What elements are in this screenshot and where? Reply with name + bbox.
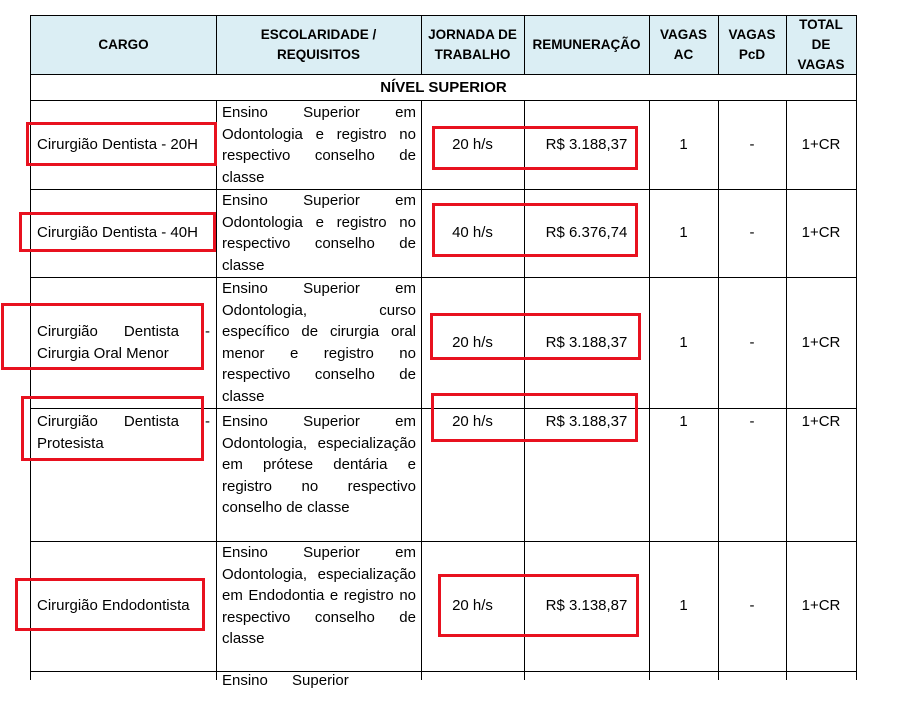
row-5-vagas-ac: 1 (679, 597, 688, 615)
row-2-total: 1+CR (801, 224, 841, 242)
highlight-box-jornada-remuneracao (430, 313, 641, 360)
header-total-vagas: TOTAL DE VAGAS (786, 16, 856, 74)
column-divider (216, 15, 217, 75)
highlight-box-cargo (21, 396, 204, 461)
row-1-vagas-ac: 1 (679, 136, 688, 154)
row-divider (30, 277, 857, 278)
row-3-vagas-ac: 1 (679, 333, 688, 351)
header-escolaridade: ESCOLARIDADE / REQUISITOS (216, 16, 421, 74)
column-divider (649, 100, 650, 680)
row-3-jornada: 20 h/s (452, 333, 493, 351)
row-3-vagas-pcd: - (749, 333, 755, 351)
row-3-remuneracao: R$ 3.188,37 (545, 333, 628, 351)
section-bottom-line (30, 100, 857, 101)
row-5-requisitos: Ensino Superior em Odontologia, especialização em Endodontia e registro no respectivo conselho de classe (222, 544, 416, 648)
row-5-jornada: 20 h/s (452, 597, 493, 615)
header-jornada: JORNADA DE TRABALHO (421, 16, 524, 74)
highlight-box-cargo (1, 303, 204, 370)
row-3-total: 1+CR (801, 333, 841, 351)
header-bottom-line (30, 74, 857, 75)
highlight-box-cargo (15, 578, 205, 631)
row-divider (30, 189, 857, 190)
row-4-requisitos: Ensino Superior em Odontologia, especialização em prótese dentária e registro no respectivo conselho de classe (222, 413, 416, 517)
column-divider (524, 15, 525, 75)
row-2-requisitos: Ensino Superior em Odontologia e registro no respectivo conselho de classe (222, 192, 416, 274)
row-5-vagas-pcd: - (749, 597, 755, 615)
row-1-cargo: Cirurgião Dentista - 20H (37, 136, 198, 154)
row-3-cargo: Cirurgião Dentista - Cirurgia Oral Menor (37, 322, 210, 362)
header-cargo: CARGO (31, 16, 216, 74)
row-2-vagas-ac: 1 (679, 224, 688, 242)
row-4-vagas-pcd: - (749, 413, 755, 431)
row-6-requisitos-partial: Ensino Superior (222, 672, 349, 689)
column-divider (786, 100, 787, 680)
row-divider (30, 671, 857, 672)
highlight-box-jornada-remuneracao (432, 203, 638, 257)
row-4-total: 1+CR (801, 413, 841, 431)
column-divider (786, 15, 787, 75)
row-4-jornada: 20 h/s (452, 413, 493, 431)
row-4-remuneracao: R$ 3.188,37 (545, 413, 628, 431)
highlight-box-cargo (19, 212, 216, 252)
row-1-vagas-pcd: - (749, 136, 755, 154)
column-divider (649, 15, 650, 75)
row-4-cargo: Cirurgião Dentista - Protesista (37, 413, 210, 452)
row-5-cargo: Cirurgião Endodontista (37, 597, 190, 615)
highlight-box-jornada-remuneracao (438, 574, 639, 637)
highlight-box-cargo (26, 122, 217, 166)
row-2-jornada: 40 h/s (452, 224, 493, 242)
header-vagas-ac: VAGAS AC (649, 16, 718, 74)
header-vagas-pcd: VAGAS PcD (718, 16, 786, 74)
row-4-vagas-ac: 1 (679, 413, 688, 431)
column-divider (718, 15, 719, 75)
highlight-box-jornada-remuneracao (431, 393, 638, 442)
row-5-remuneracao: R$ 3.138,87 (545, 597, 628, 615)
column-divider (216, 100, 217, 680)
highlight-box-jornada-remuneracao (432, 126, 638, 170)
row-1-requisitos: Ensino Superior em Odontologia e registro no respectivo conselho de classe (222, 104, 416, 186)
section-title: NÍVEL SUPERIOR (380, 79, 507, 97)
column-divider (421, 100, 422, 680)
row-5-total: 1+CR (801, 597, 841, 615)
table-border-right (856, 15, 857, 680)
row-2-vagas-pcd: - (749, 224, 755, 242)
row-2-remuneracao: R$ 6.376,74 (545, 224, 628, 242)
column-divider (421, 15, 422, 75)
row-divider (30, 541, 857, 542)
row-1-jornada: 20 h/s (452, 136, 493, 154)
row-1-total: 1+CR (801, 136, 841, 154)
header-remuneracao: REMUNERAÇÃO (524, 16, 649, 74)
table-border-top (30, 15, 857, 16)
column-divider (718, 100, 719, 680)
row-2-cargo: Cirurgião Dentista - 40H (37, 224, 198, 242)
row-1-remuneracao: R$ 3.188,37 (545, 136, 628, 154)
row-3-requisitos: Ensino Superior em Odontologia, curso específico de cirurgia oral menor e registro no respectivo conselho de classe (222, 280, 416, 405)
